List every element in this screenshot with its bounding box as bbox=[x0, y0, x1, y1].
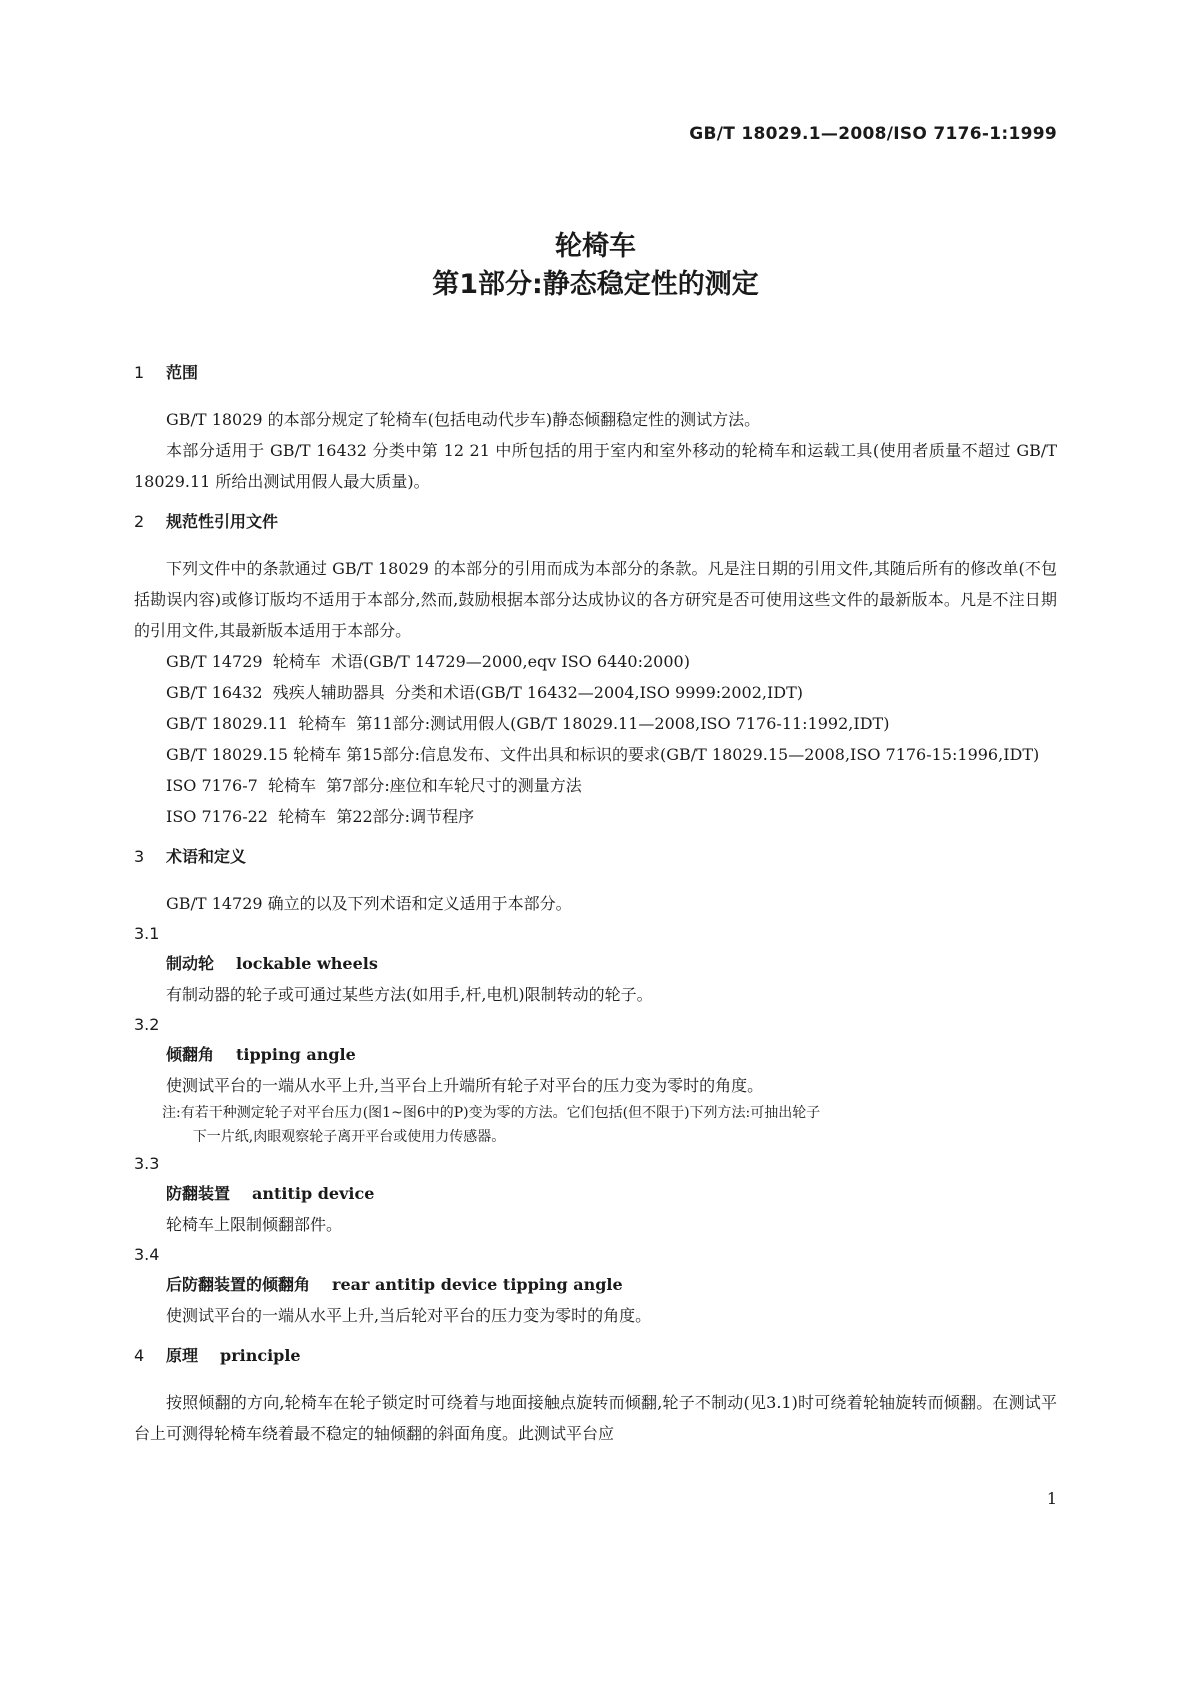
reference-item: GB/T 18029.11 轮椅车 第11部分:测试用假人(GB/T 18029.11—2008,ISO 7176-11:1992,IDT) bbox=[166, 714, 890, 733]
reference-item: ISO 7176-7 轮椅车 第7部分:座位和车轮尺寸的测量方法 bbox=[166, 776, 582, 795]
section-number: 3 bbox=[134, 847, 145, 866]
section-number: 4 bbox=[134, 1346, 145, 1365]
reference-item: GB/T 14729 轮椅车 术语(GB/T 14729—2000,eqv ISO 6440:2000) bbox=[166, 652, 690, 671]
document-body bbox=[134, 362, 1057, 1449]
term-definition: 使测试平台的一端从水平上升,当平台上升端所有轮子对平台的压力变为零时的角度。 bbox=[166, 1076, 764, 1095]
term-number: 3.1 bbox=[134, 924, 160, 943]
section-heading-terms bbox=[134, 846, 1057, 868]
reference-item: ISO 7176-22 轮椅车 第22部分:调节程序 bbox=[166, 807, 475, 826]
title-block bbox=[0, 228, 1191, 304]
term-en: antitip device bbox=[252, 1184, 375, 1203]
term-definition: 有制动器的轮子或可通过某些方法(如用手,杆,电机)限制转动的轮子。 bbox=[166, 985, 653, 1004]
section-title: 范围 bbox=[166, 363, 199, 382]
term-zh: 制动轮 bbox=[166, 954, 215, 973]
page-number: 1 bbox=[1046, 1489, 1057, 1508]
term-definition: 使测试平台的一端从水平上升,当后轮对平台的压力变为零时的角度。 bbox=[166, 1306, 652, 1325]
term-zh: 倾翻角 bbox=[166, 1045, 215, 1064]
term-en: lockable wheels bbox=[236, 954, 378, 973]
term-zh: 后防翻装置的倾翻角 bbox=[166, 1275, 311, 1294]
term-note bbox=[134, 1101, 1057, 1149]
term-number: 3.2 bbox=[134, 1015, 160, 1034]
section-title: 原理 bbox=[166, 1346, 199, 1365]
paragraph: 本部分适用于 GB/T 16432 分类中第 12 21 中所包括的用于室内和室外移动的轮椅车和运载工具(使用者质量不超过 GB/T 18029.11 所给出测试用假人最大质量)。 bbox=[134, 441, 1057, 491]
section-title: 术语和定义 bbox=[166, 847, 247, 866]
term-zh: 防翻装置 bbox=[166, 1184, 231, 1203]
term-title bbox=[134, 949, 1057, 979]
term-title bbox=[134, 1179, 1057, 1209]
paragraph: 按照倾翻的方向,轮椅车在轮子锁定时可绕着与地面接触点旋转而倾翻,轮子不制动(见3.1)时可绕着轮轴旋转而倾翻。在测试平台上可测得轮椅车绕着最不稳定的轴倾翻的斜面角度。此测试平台应 bbox=[134, 1393, 1057, 1443]
paragraph: GB/T 14729 确立的以及下列术语和定义适用于本部分。 bbox=[166, 894, 572, 913]
term-number: 3.4 bbox=[134, 1245, 160, 1264]
standard-code: GB/T 18029.1—2008/ISO 7176-1:1999 bbox=[689, 124, 1057, 144]
term-title bbox=[134, 1270, 1057, 1300]
term-title bbox=[134, 1040, 1057, 1070]
section-heading-scope bbox=[134, 362, 1057, 384]
term-en: tipping angle bbox=[236, 1045, 356, 1064]
term-number: 3.3 bbox=[134, 1154, 160, 1173]
title-sub: 第1部分:静态稳定性的测定 bbox=[432, 269, 759, 300]
paragraph: GB/T 18029 的本部分规定了轮椅车(包括电动代步车)静态倾翻稳定性的测试方法。 bbox=[166, 410, 761, 429]
term-en: rear antitip device tipping angle bbox=[332, 1275, 623, 1294]
section-heading-normative-references bbox=[134, 511, 1057, 533]
reference-item: GB/T 18029.15 轮椅车 第15部分:信息发布、文件出具和标识的要求(GB/T 18029.15—2008,ISO 7176-15:1996,IDT) bbox=[166, 745, 1040, 764]
term-definition: 轮椅车上限制倾翻部件。 bbox=[166, 1215, 343, 1234]
note-line: 下一片纸,肉眼观察轮子离开平台或使用力传感器。 bbox=[192, 1129, 506, 1145]
section-number: 2 bbox=[134, 512, 145, 531]
section-title-en: principle bbox=[220, 1346, 301, 1365]
section-title: 规范性引用文件 bbox=[166, 512, 279, 531]
reference-item: GB/T 16432 残疾人辅助器具 分类和术语(GB/T 16432—2004,ISO 9999:2002,IDT) bbox=[166, 683, 804, 702]
section-number: 1 bbox=[134, 363, 145, 382]
title-main: 轮椅车 bbox=[555, 231, 636, 262]
note-line: 注:有若干种测定轮子对平台压力(图1~图6中的P)变为零的方法。它们包括(但不限于)下列方法:可抽出轮子 bbox=[162, 1105, 821, 1121]
paragraph: 下列文件中的条款通过 GB/T 18029 的本部分的引用而成为本部分的条款。凡是注日期的引用文件,其随后所有的修改单(不包括勘误内容)或修订版均不适用于本部分,然而,鼓励根据本部分达成协议的各方研究是否可使用这些文件的最新版本。凡是不注日期的引用文件,其最新版本适用于本部分。 bbox=[134, 559, 1057, 640]
section-heading-principle bbox=[134, 1345, 1057, 1367]
